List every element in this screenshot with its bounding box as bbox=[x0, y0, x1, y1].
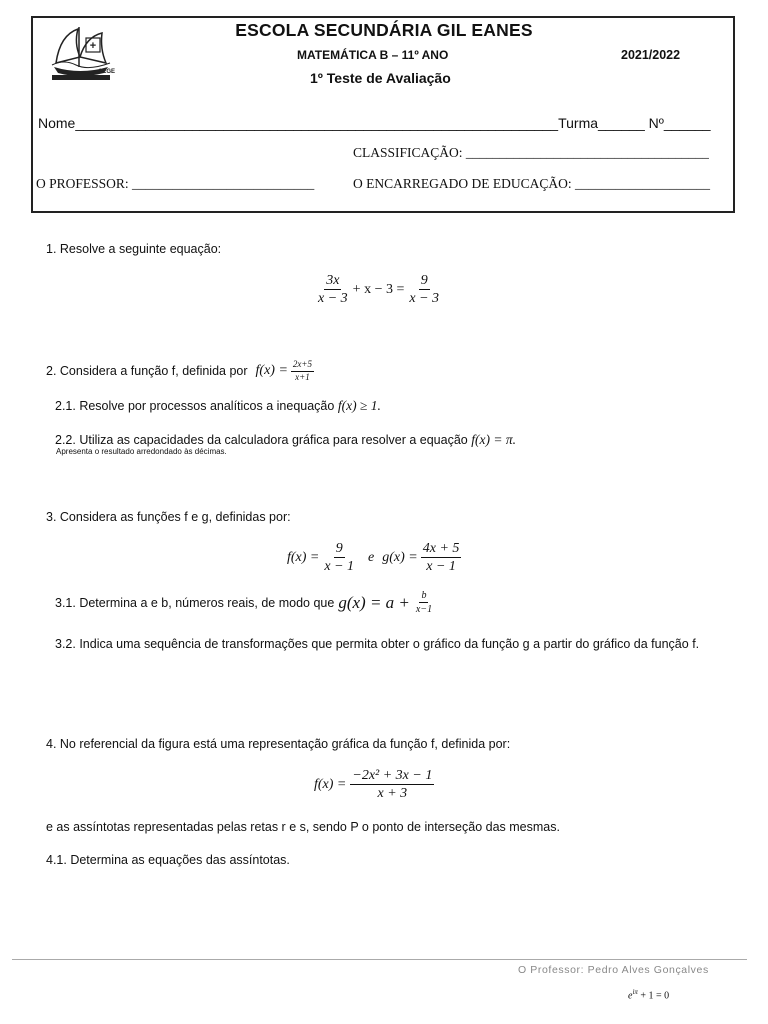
question-3-1: 3.1. Determina a e b, números reais, de modo que g(x) = a + $\frac{b}{x-1}$ bbox=[55, 590, 433, 615]
question-2-2: 2.2. Utiliza as capacidades da calculadora gráfica para resolver a equação f(x) = π. bbox=[55, 432, 516, 447]
question-2-2-note: Apresenta o resultado arredondado às décimas. bbox=[56, 447, 227, 456]
question-1: 1. Resolve a seguinte equação: bbox=[46, 242, 222, 256]
question-4-1: 4.1. Determina as equações das assíntotas. bbox=[46, 853, 290, 867]
footer-professor: O Professor: Pedro Alves Gonçalves bbox=[518, 964, 709, 976]
name-field-line: Nome______________________________________________________________Turma______ Nº______ bbox=[38, 115, 711, 131]
question-4: 4. No referencial da figura está uma representação gráfica da função f, definida por: bbox=[46, 737, 511, 751]
equation-1: $\frac{3x}{x - 3}$ + x − 3 = $\frac{9}{x - 3}$ bbox=[318, 273, 440, 307]
school-name: ESCOLA SECUNDÁRIA GIL EANES bbox=[235, 20, 533, 40]
equation-3: f(x) = $\frac{9}{x - 1}$ e g(x) = $\frac{4x + 5}{x - 1}$ bbox=[287, 541, 460, 575]
equation-4: f(x) = $\frac{\text{−2x² + 3x − 1}}{x + 3}$ bbox=[314, 768, 433, 802]
footer-divider bbox=[12, 959, 747, 960]
professor-line: O PROFESSOR: ___________________________ bbox=[36, 176, 315, 191]
test-title: 1º Teste de Avaliação bbox=[310, 70, 451, 86]
school-year: 2021/2022 bbox=[621, 48, 681, 62]
guardian-line: O ENCARREGADO DE EDUCAÇÃO: ____________________ bbox=[353, 176, 710, 191]
question-2: 2. Considera a função f, definida por f(x) = $\frac{2x+5}{x+1}$ bbox=[46, 359, 312, 382]
question-2-1: 2.1. Resolve por processos analíticos a inequação f(x) ≥ 1. bbox=[55, 398, 381, 413]
svg-text:+: + bbox=[89, 40, 97, 52]
classification-line: CLASSIFICAÇÃO: ____________________________________ bbox=[353, 145, 709, 160]
svg-text:AEGE: AEGE bbox=[98, 69, 116, 75]
question-4-text: e as assíntotas representadas pelas retas r e s, sendo P o ponto de interseção das mesmas. bbox=[46, 820, 560, 834]
subject-label: MATEMÁTICA B – 11º ANO bbox=[297, 48, 449, 62]
euler-identity: $e^{i\pi} + 1 = 0$ bbox=[628, 988, 670, 1002]
question-3: 3. Considera as funções f e g, definidas por: bbox=[46, 510, 291, 524]
question-3-2: 3.2. Indica uma sequência de transformações que permita obter o gráfico da função g a partir do gráfico da função f. bbox=[55, 637, 700, 651]
